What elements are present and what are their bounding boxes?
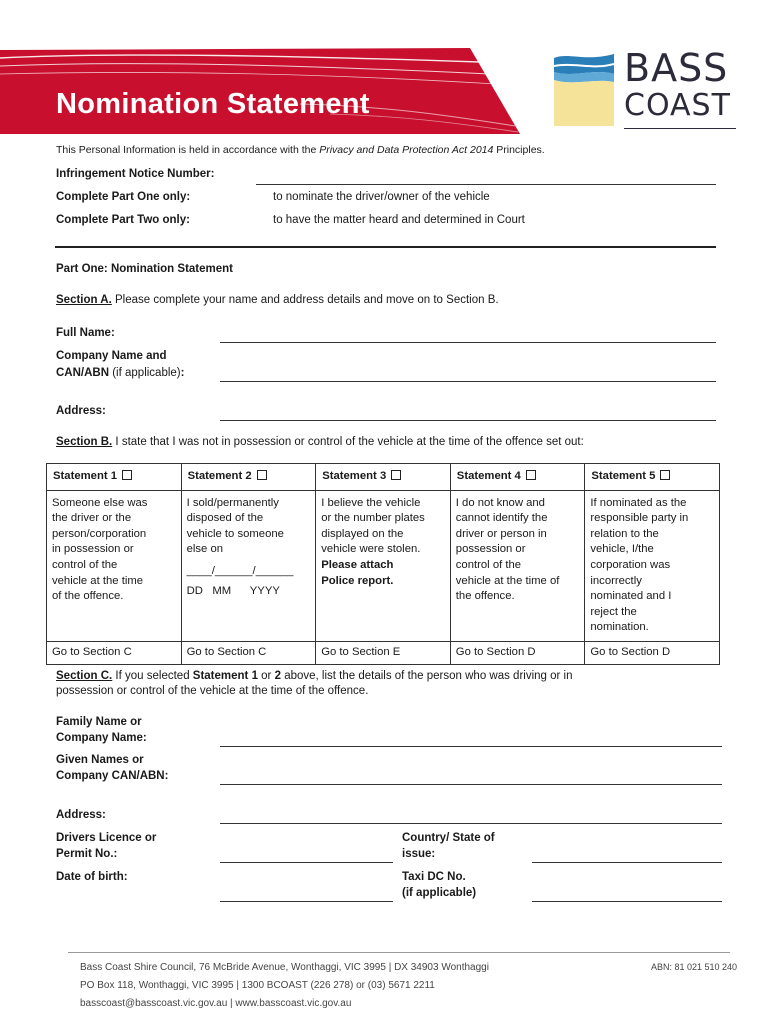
statements-table [46, 463, 720, 665]
company-if-applicable: (if applicable) [109, 367, 181, 379]
statement-5-body [585, 490, 720, 641]
section-a-text: Please complete your name and address details and move on to Section B. [111, 294, 499, 306]
statement-2-checkbox[interactable] [257, 470, 267, 480]
statement-5-line: nomination. [590, 621, 649, 634]
section-c-statement-2: 2 [274, 670, 281, 682]
country-label-1: Country/ State of [402, 832, 495, 844]
company-field[interactable] [220, 381, 716, 382]
section-c-text-1: If you selected [112, 670, 193, 682]
section-b-text: I state that I was not in possession or control of the vehicle at the time of the offence set out: [112, 436, 584, 448]
statement-2-go: Go to Section C [181, 641, 316, 664]
statement-4-line: the offence. [455, 590, 515, 603]
statement-4-body [450, 490, 585, 641]
statement-5-line: corporation was [590, 558, 671, 571]
statement-3-header[interactable] [316, 464, 451, 491]
statement-1-line: vehicle at the time [52, 574, 144, 587]
statement-3-line: I believe the vehicle [321, 496, 421, 509]
privacy-notice [56, 144, 545, 156]
statement-5-header[interactable] [585, 464, 720, 491]
section-b-instruction [56, 436, 584, 448]
part-two-text: to have the matter heard and determined in Court [273, 214, 525, 226]
statement-4-line: control of the [455, 558, 522, 571]
statement-1-line: person/corporation [52, 527, 147, 540]
dob-field[interactable] [220, 901, 393, 902]
family-name-label-1: Family Name or [56, 716, 142, 728]
statement-5-line: reject the [590, 605, 637, 618]
page-title: Nomination Statement [56, 88, 370, 120]
statement-3-body [316, 490, 451, 641]
infringement-number-field[interactable] [256, 184, 716, 185]
statement-1-line: control of the [52, 558, 118, 571]
statement-4-line: I do not know and [455, 496, 545, 509]
dob-label: Date of birth: [56, 871, 128, 883]
taxi-label-1: Taxi DC No. [402, 871, 466, 883]
statement-5-checkbox[interactable] [660, 470, 670, 480]
part-one-text: to nominate the driver/owner of the vehicle [273, 191, 490, 203]
licence-label-2: Permit No.: [56, 848, 118, 860]
statement-1-header[interactable] [47, 464, 182, 491]
sale-date-field[interactable]: ____/______/______ [186, 564, 294, 577]
bass-coast-logo [548, 44, 748, 144]
statement-3-title: Statement 3 [322, 470, 387, 482]
section-c-statement-1: Statement 1 [192, 670, 258, 682]
statement-1-go: Go to Section C [47, 641, 182, 664]
statement-5-line: If nominated as the [590, 496, 687, 509]
footer-abn: ABN: 81 021 510 240 [651, 962, 738, 972]
sale-date-format: DD MM YYYY [186, 584, 280, 597]
statement-3-police-note: Police report. [321, 574, 394, 587]
section-c-text-2: or [257, 670, 275, 682]
statement-4-line: driver or person in [455, 527, 547, 540]
given-names-field[interactable] [220, 784, 722, 785]
privacy-suffix: Principles. [493, 144, 545, 156]
statement-2-line: disposed of the [186, 512, 264, 525]
part-two-label: Complete Part Two only: [56, 214, 190, 226]
statement-5-line: relation to the [590, 527, 659, 540]
statement-3-checkbox[interactable] [391, 470, 401, 480]
statement-5-line: incorrectly [590, 574, 642, 587]
address-label-c: Address: [56, 809, 106, 821]
footer-contact: PO Box 118, Wonthaggi, VIC 3995 | 1300 BCOAST (226 278) or (03) 5671 2211 [80, 980, 435, 991]
section-c-instruction [56, 670, 573, 682]
statement-3-police-note: Please attach [321, 558, 394, 571]
section-a-label: Section A. [56, 294, 112, 306]
licence-field[interactable] [220, 862, 393, 863]
statement-2-title: Statement 2 [187, 470, 252, 482]
privacy-prefix: This Personal Information is held in accordance with the [56, 144, 320, 156]
section-c-text-3: above, list the details of the person who was driving or in [281, 670, 573, 682]
part-one-label: Complete Part One only: [56, 191, 191, 203]
statement-4-line: vehicle at the time of [455, 574, 560, 587]
full-name-label: Full Name: [56, 327, 115, 339]
statement-5-line: nominated and I [590, 590, 672, 603]
statements-go-row [47, 641, 720, 664]
footer-web[interactable]: basscoast@basscoast.vic.gov.au | www.basscoast.vic.gov.au [80, 998, 352, 1009]
section-a-instruction [56, 294, 499, 306]
country-label-2: issue: [402, 848, 436, 860]
privacy-act-name: Privacy and Data Protection Act 2014 [319, 144, 494, 156]
statement-2-header[interactable] [181, 464, 316, 491]
logo-text-bass: BASS [624, 46, 729, 90]
statement-4-header[interactable] [450, 464, 585, 491]
statement-3-line: displayed on the [321, 527, 404, 540]
statement-2-line: vehicle to someone [186, 527, 284, 540]
statement-5-title: Statement 5 [591, 470, 656, 482]
statement-2-line: I sold/permanently [186, 496, 279, 509]
statement-5-go: Go to Section D [585, 641, 720, 664]
statement-4-checkbox[interactable] [526, 470, 536, 480]
infringement-label: Infringement Notice Number: [56, 168, 215, 180]
statement-1-line: of the offence. [52, 590, 124, 603]
statement-3-line: or the number plates [321, 512, 425, 525]
taxi-field[interactable] [532, 901, 722, 902]
statement-4-line: cannot identify the [455, 512, 548, 525]
statement-2-body [181, 490, 316, 641]
full-name-field[interactable] [220, 342, 716, 343]
given-names-label-1: Given Names or [56, 754, 144, 766]
statement-5-line: responsible party in [590, 512, 689, 525]
statement-3-go: Go to Section E [316, 641, 451, 664]
address-label-a: Address: [56, 405, 106, 417]
statement-4-line: possession or [455, 543, 526, 556]
statements-body-row [47, 490, 720, 641]
logo-text-coast: COAST [624, 88, 731, 123]
statement-4-title: Statement 4 [456, 470, 521, 482]
statement-1-body [47, 490, 182, 641]
company-label-line2 [56, 367, 184, 379]
footer-address: Bass Coast Shire Council, 76 McBride Avenue, Wonthaggi, VIC 3995 | DX 34903 Wonthaggi [80, 962, 489, 973]
statement-2-line: else on [186, 543, 224, 556]
company-label-line1: Company Name and [56, 350, 167, 362]
part-one-heading: Part One: Nomination Statement [56, 263, 233, 275]
section-b-label: Section B. [56, 436, 113, 448]
statement-1-title: Statement 1 [53, 470, 118, 482]
bass-coast-logo-icon [554, 48, 614, 126]
section-c-label: Section C. [56, 670, 113, 682]
statement-1-line: in possession or [52, 543, 134, 556]
address-field-a[interactable] [220, 420, 716, 421]
given-names-label-2: Company CAN/ABN: [56, 770, 169, 782]
family-name-field[interactable] [220, 746, 722, 747]
company-colon: : [180, 367, 185, 379]
country-field[interactable] [532, 862, 722, 863]
statement-4-go: Go to Section D [450, 641, 585, 664]
taxi-label-2: (if applicable) [402, 887, 477, 899]
licence-label-1: Drivers Licence or [56, 832, 157, 844]
statement-1-checkbox[interactable] [122, 470, 132, 480]
statements-header-row [47, 464, 720, 491]
company-can-abn: CAN/ABN [56, 367, 110, 379]
address-field-c[interactable] [220, 823, 722, 824]
footer-divider [68, 952, 730, 953]
statement-5-line: vehicle, I/the [590, 543, 654, 556]
divider [55, 246, 716, 248]
statement-1-line: Someone else was [52, 496, 148, 509]
statement-3-line: vehicle were stolen. [321, 543, 421, 556]
statement-1-line: the driver or the [52, 512, 132, 525]
family-name-label-2: Company Name: [56, 732, 147, 744]
section-c-text-4: possession or control of the vehicle at the time of the offence. [56, 685, 369, 697]
